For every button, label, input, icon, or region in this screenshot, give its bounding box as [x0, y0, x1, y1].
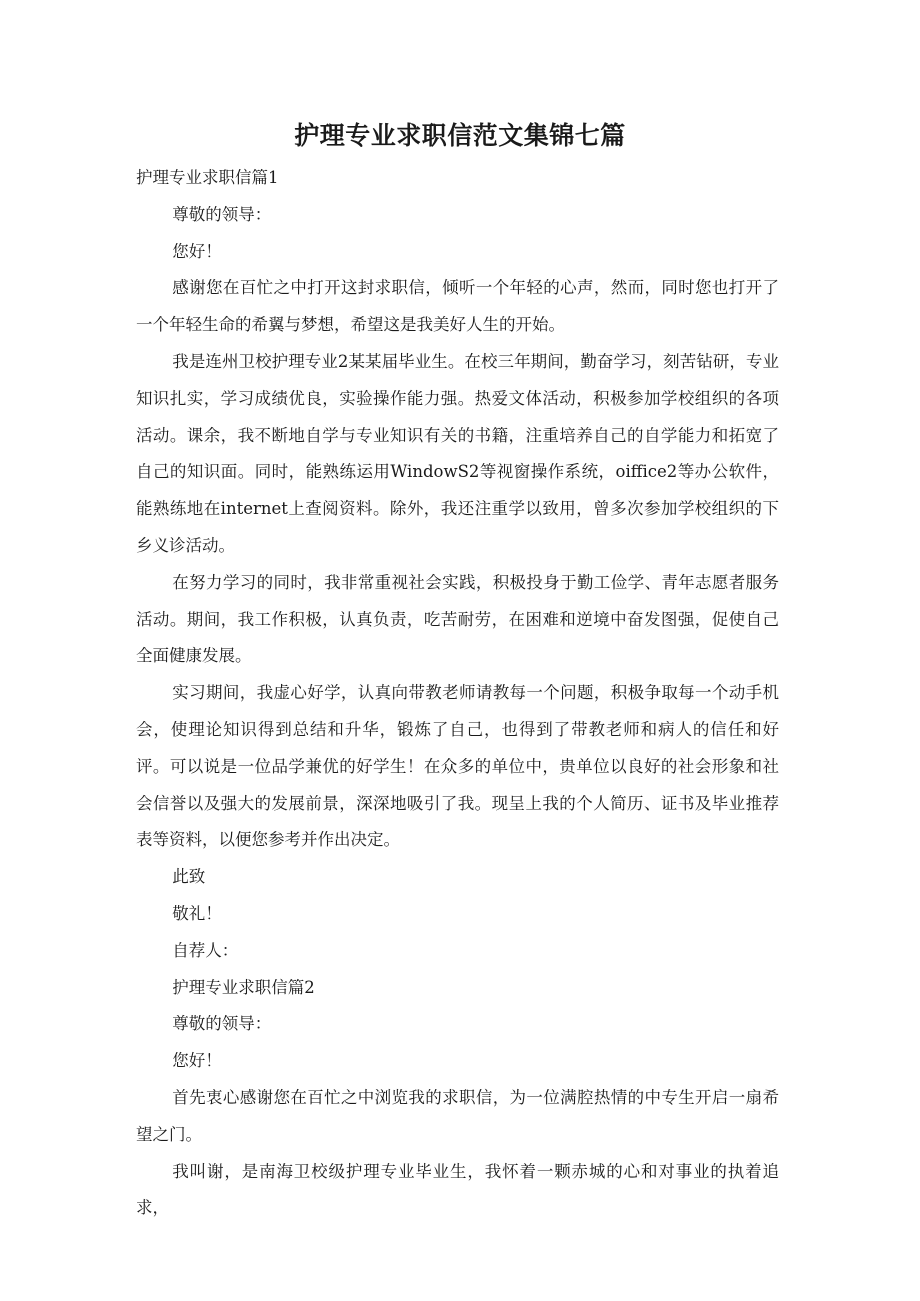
- paragraph: 在努力学习的同时，我非常重视社会实践，积极投身于勤工俭学、青年志愿者服务活动。期间，我工作积极，认真负责，吃苦耐劳，在困难和逆境中奋发图强，促使自己全面健康发展。: [136, 572, 779, 666]
- section-heading-1: 护理专业求职信篇1: [136, 168, 279, 187]
- section-heading-2: 护理专业求职信篇2: [172, 977, 315, 997]
- signature-line: 自荐人：: [172, 940, 239, 960]
- closing-line: 敬礼！: [172, 903, 222, 923]
- greeting: 您好！: [172, 1051, 222, 1071]
- paragraph: 感谢您在百忙之中打开这封求职信，倾听一个年轻的心声，然而，同时您也打开了一个年轻生命的希翼与梦想，希望这是我美好人生的开始。: [136, 278, 779, 335]
- salutation: 尊敬的领导：: [172, 204, 272, 224]
- paragraph: 实习期间，我虚心好学，认真向带教老师请教每一个问题，积极争取每一个动手机会，使理论知识得到总结和升华，锻炼了自己，也得到了带教老师和病人的信任和好评。可以说是一位品学兼优的好学生！在众多的单位中，贵单位以良好的社会形象和社会信誉以及强大的发展前景，深深地吸引了我。现呈上我的个人简历、证书及毕业推荐表等资料，以便您参考并作出决定。: [136, 683, 779, 850]
- closing-line: 此致: [172, 867, 206, 887]
- greeting: 您好！: [172, 241, 222, 261]
- paragraph: 我是连州卫校护理专业2某某届毕业生。在校三年期间，勤奋学习，刻苦钻研，专业知识扎实，学习成绩优良，实验操作能力强。热爱文体活动，积极参加学校组织的各项活动。课余，我不断地自学与专业知识有关的书籍，注重培养自己的自学能力和拓宽了自己的知识面。同时，能熟练运用WindowS2等视窗操作系统，oiffice2等办公软件，能熟练地在internet上查阅资料。除外，我还注重学以致用，曾多次参加学校组织的下乡义诊活动。: [136, 351, 779, 555]
- document-body: [136, 160, 779, 1227]
- paragraph: 我叫谢，是南海卫校级护理专业毕业生，我怀着一颗赤城的心和对事业的执着追求，: [136, 1161, 779, 1218]
- document-title: 护理专业求职信范文集锦七篇: [294, 121, 626, 150]
- salutation: 尊敬的领导：: [172, 1014, 272, 1034]
- paragraph: 首先衷心感谢您在百忙之中浏览我的求职信，为一位满腔热情的中专生开启一扇希望之门。: [136, 1087, 779, 1144]
